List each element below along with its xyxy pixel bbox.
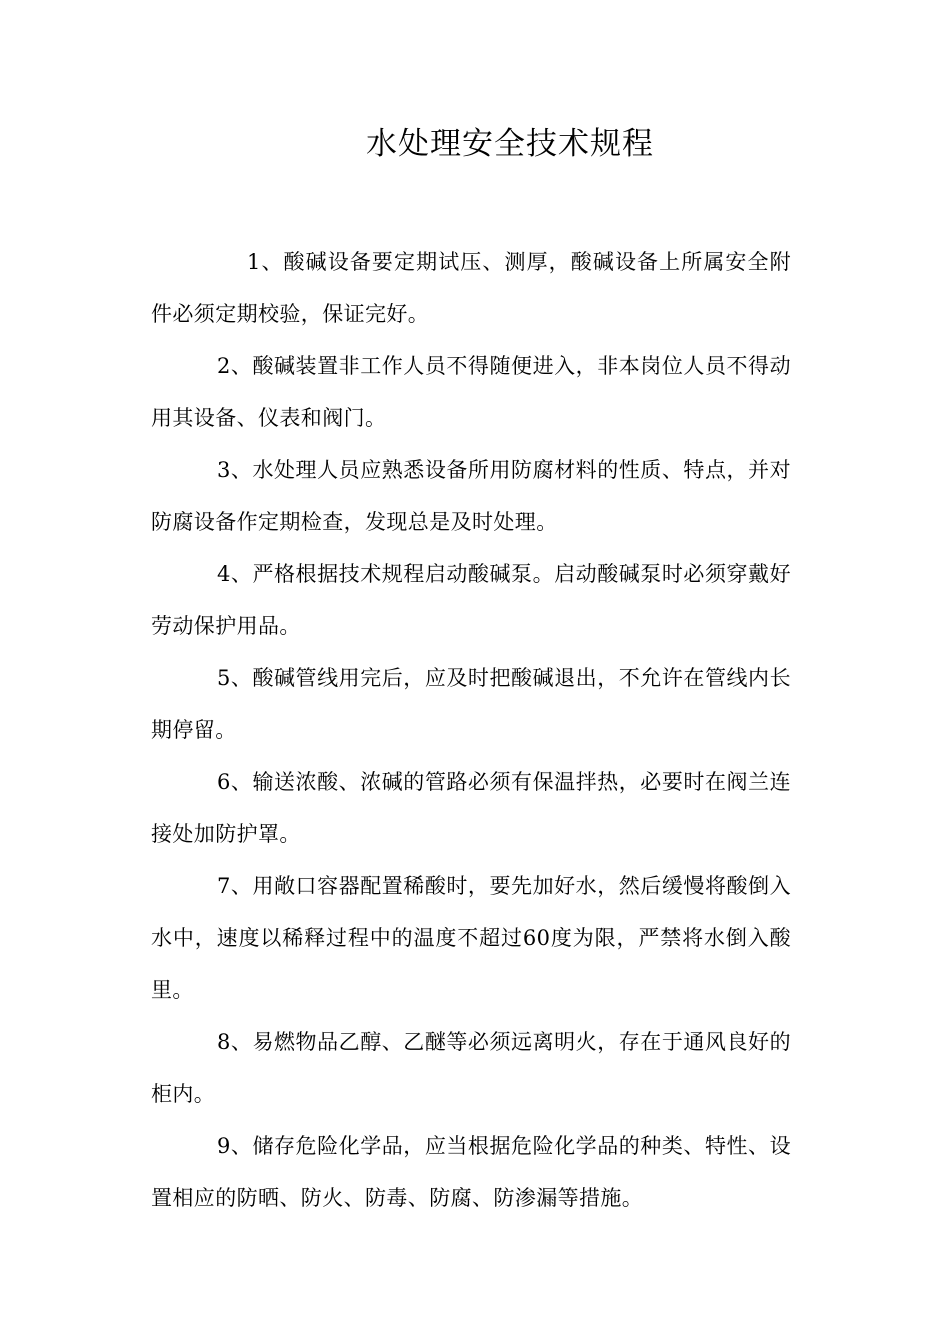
paragraph-4: 4、严格根据技术规程启动酸碱泵。启动酸碱泵时必须穿戴好劳动保护用品。: [151, 562, 791, 638]
paragraph-2: 2、酸碱装置非工作人员不得随便进入，非本岗位人员不得动用其设备、仪表和阀门。: [151, 354, 791, 430]
paragraph-9: 9、储存危险化学品，应当根据危险化学品的种类、特性、设置相应的防晒、防火、防毒、防腐、防渗漏等措施。: [151, 1134, 791, 1210]
paragraph-5: 5、酸碱管线用完后，应及时把酸碱退出，不允许在管线内长期停留。: [151, 666, 791, 742]
paragraph-1: 1、酸碱设备要定期试压、测厚，酸碱设备上所属安全附件必须定期校验，保证完好。: [151, 250, 791, 326]
paragraph-6: 6、输送浓酸、浓碱的管路必须有保温拌热，必要时在阀兰连接处加防护罩。: [151, 770, 791, 846]
document-title: 水处理安全技术规程: [366, 126, 654, 162]
paragraph-3: 3、水处理人员应熟悉设备所用防腐材料的性质、特点，并对防腐设备作定期检查，发现总是及时处理。: [151, 458, 791, 534]
paragraph-7: 7、用敞口容器配置稀酸时，要先加好水，然后缓慢将酸倒入水中，速度以稀释过程中的温度不超过60度为限，严禁将水倒入酸里。: [151, 874, 791, 1002]
document-body: [151, 236, 791, 1224]
paragraph-8: 8、易燃物品乙醇、乙醚等必须远离明火，存在于通风良好的柜内。: [151, 1030, 791, 1106]
